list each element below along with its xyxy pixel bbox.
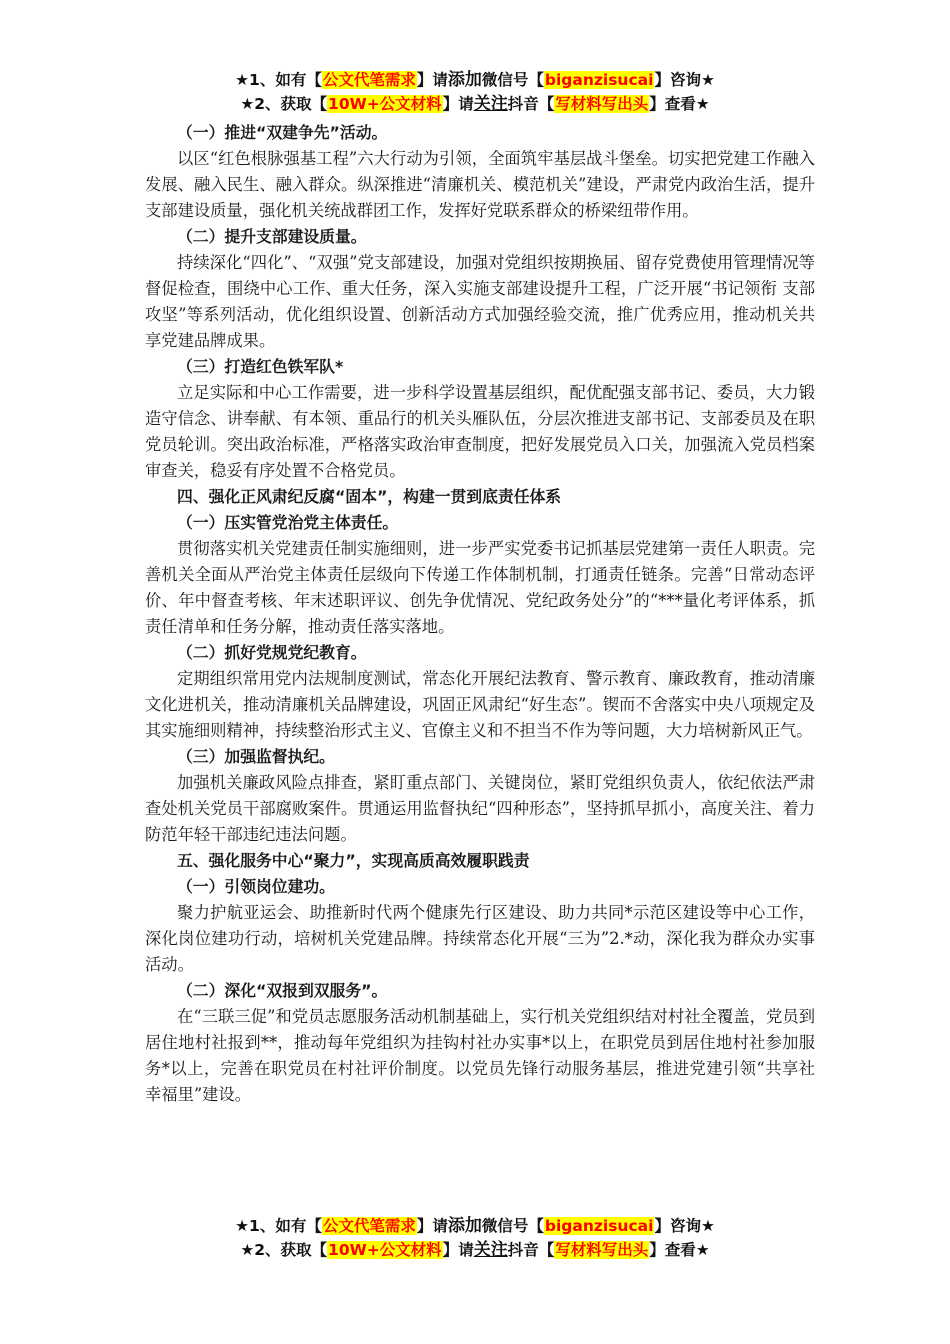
- paragraph: 立足实际和中心工作需要，进一步科学设置基层组织，配优配强支部书记、委员，大力锻造守信念、讲奉献、有本领、重品行的机关头雁队伍，分层次推进支部书记、支部委员及在职党员轮训。突出政治标准，严格落实政治审查制度，把好发展党员入口关，加强流入党员档案审查关，稳妥有序处置不合格党员。: [145, 383, 815, 480]
- promo-text: 添加: [447, 70, 482, 90]
- promo-highlight: 10W+公文材料: [328, 95, 442, 113]
- promo-line-2: [0, 1238, 950, 1262]
- promo-text: 抖音【: [507, 1241, 555, 1259]
- section-heading: （三）加强监督执纪。: [177, 747, 335, 766]
- promo-banner-bottom: [0, 1214, 950, 1262]
- promo-text: 】请: [416, 1217, 448, 1235]
- promo-text: 微信号【: [481, 71, 544, 89]
- promo-text: 】查看★: [649, 1241, 710, 1259]
- promo-text: 】请: [416, 71, 448, 89]
- promo-highlight: 10W+公文材料: [328, 1241, 442, 1259]
- section-heading: （一）推进“双建争先”活动。: [177, 123, 388, 142]
- promo-text: 添加: [447, 1216, 482, 1236]
- promo-text: 】查看★: [649, 95, 710, 113]
- paragraph: 以区“红色根脉强基工程”六大行动为引领，全面筑牢基层战斗堡垒。切实把党建工作融入发展、融入民生、融入群众。纵深推进“清廉机关、模范机关”建设，严肃党内政治生活，提升支部建设质量，强化机关统战群团工作，发挥好党联系群众的桥梁纽带作用。: [145, 149, 815, 220]
- paragraph: 持续深化“四化”、“双强”党支部建设，加强对党组织按期换届、留存党费使用管理情况等督促检查，围绕中心工作、重大任务，深入实施支部建设提升工程，广泛开展“书记领衔 支部攻坚”等系列活动，优化组织设置、创新活动方式加强经验交流，推广优秀应用，推动机关共享党建品牌成果。: [145, 253, 815, 350]
- promo-text: 】请: [442, 1241, 474, 1259]
- promo-highlight: biganzisucai: [544, 71, 654, 89]
- document-body: [145, 120, 815, 1108]
- promo-highlight: 写材料写出头: [555, 95, 649, 113]
- promo-line-2: [0, 92, 950, 116]
- promo-text: 抖音【: [507, 95, 555, 113]
- chapter-heading: 四、强化正风肃纪反腐“固本”，构建一贯到底责任体系: [177, 487, 562, 506]
- promo-line-1: [0, 68, 950, 92]
- section-heading: （二）抓好党规党纪教育。: [177, 643, 367, 662]
- promo-highlight: 公文代笔需求: [322, 71, 416, 89]
- promo-highlight: 写材料写出头: [555, 1241, 649, 1259]
- paragraph: 聚力护航亚运会、助推新时代两个健康先行区建设、助力共同*示范区建设等中心工作，深化岗位建功行动，培树机关党建品牌。持续常态化开展“三为”2.*动，深化我为群众办实事活动。: [145, 903, 815, 974]
- promo-highlight: 公文代笔需求: [322, 1217, 416, 1235]
- section-heading: （一）压实管党治党主体责任。: [177, 513, 399, 532]
- promo-text: ★2、获取【: [240, 95, 328, 113]
- paragraph: 加强机关廉政风险点排查，紧盯重点部门、关键岗位，紧盯党组织负责人，依纪依法严肃查处机关党员干部腐败案件。贯通运用监督执纪“四种形态”，坚持抓早抓小，高度关注、着力防范年轻干部违纪违法问题。: [145, 773, 815, 844]
- section-heading: （三）打造红色铁军队*: [177, 357, 344, 376]
- paragraph: 贯彻落实机关党建责任制实施细则，进一步严实党委书记抓基层党建第一责任人职责。完善机关全面从严治党主体责任层级向下传递工作体制机制，打通责任链条。完善“日常动态评价、年中督查考核、年末述职评议、创先争优情况、党纪政务处分”的“***量化考评体系，抓责任清单和任务分解，推动责任落实落地。: [145, 539, 815, 636]
- promo-text: 关注: [473, 1240, 508, 1260]
- promo-highlight: biganzisucai: [544, 1217, 654, 1235]
- promo-text: 】咨询★: [654, 71, 715, 89]
- promo-text: 】请: [442, 95, 474, 113]
- paragraph: 在“三联三促”和党员志愿服务活动机制基础上，实行机关党组织结对村社全覆盖，党员到居住地村社报到**，推动每年党组织为挂钩村社办实事*以上，在职党员到居住地村社参加服务*以上，完善在职党员在村社评价制度。以党员先锋行动服务基层，推进党建引领“共享社 幸福里”建设。: [145, 1007, 815, 1104]
- promo-text: ★1、如有【: [235, 71, 322, 89]
- promo-banner-top: [0, 68, 950, 116]
- promo-text: 微信号【: [481, 1217, 544, 1235]
- promo-text: ★2、获取【: [240, 1241, 328, 1259]
- chapter-heading: 五、强化服务中心“聚力”，实现高质高效履职践责: [177, 851, 530, 870]
- paragraph: 定期组织常用党内法规制度测试，常态化开展纪法教育、警示教育、廉政教育，推动清廉文化进机关，推动清廉机关品牌建设，巩固正风肃纪“好生态”。锲而不舍落实中央八项规定及其实施细则精神，持续整治形式主义、官僚主义和不担当不作为等问题，大力培树新风正气。: [145, 669, 815, 740]
- promo-line-1: [0, 1214, 950, 1238]
- promo-text: 关注: [473, 94, 508, 114]
- section-heading: （二）深化“双报到双服务”。: [177, 981, 388, 1000]
- promo-text: ★1、如有【: [235, 1217, 322, 1235]
- section-heading: （一）引领岗位建功。: [177, 877, 335, 896]
- section-heading: （二）提升支部建设质量。: [177, 227, 367, 246]
- promo-text: 】咨询★: [654, 1217, 715, 1235]
